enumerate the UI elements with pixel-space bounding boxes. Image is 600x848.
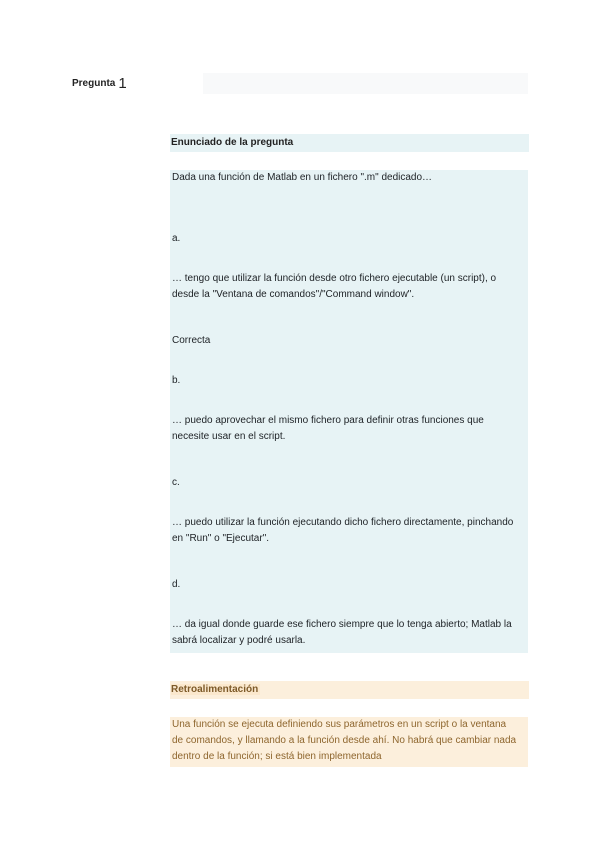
question-label: Pregunta <box>72 78 116 89</box>
feedback-content <box>170 717 528 767</box>
option-a-status: Correcta <box>172 335 211 346</box>
option-a-letter[interactable]: a. <box>172 233 181 244</box>
question-header-bar <box>203 73 528 94</box>
option-b-letter[interactable]: b. <box>172 375 181 386</box>
statement-title: Enunciado de la pregunta <box>170 134 529 152</box>
statement-text: Dada una función de Matlab en un fichero ".m" dedicado… <box>172 172 433 183</box>
feedback-title <box>170 681 529 699</box>
option-a-text[interactable]: … tengo que utilizar la función desde otro fichero ejecutable (un script), o desde la "Ventana de comandos"/"Command window". <box>172 273 497 300</box>
feedback-text: Una función se ejecuta definiendo sus parámetros en un script o la ventana de comandos, y llamando a la función desde ahí. No habrá que cambiar nada dentro de la función; si está bien implementada <box>172 719 517 762</box>
option-b-text[interactable]: … puedo aprovechar el mismo fichero para definir otras funciones que necesite usar en el script. <box>172 415 484 442</box>
option-d-text[interactable]: … da igual donde guarde ese fichero siempre que lo tenga abierto; Matlab la sabrá localizar y podré usarla. <box>172 619 512 646</box>
question-header <box>72 73 528 94</box>
option-c-text[interactable]: … puedo utilizar la función ejecutando dicho fichero directamente, pinchando en "Run" o "Ejecutar". <box>172 517 514 544</box>
question-number: 1 <box>118 75 127 92</box>
option-c-letter[interactable]: c. <box>172 477 180 488</box>
option-d-letter[interactable]: d. <box>172 579 181 590</box>
statement-content <box>170 170 528 653</box>
feedback-title-text: Retroalimentación <box>171 684 259 695</box>
